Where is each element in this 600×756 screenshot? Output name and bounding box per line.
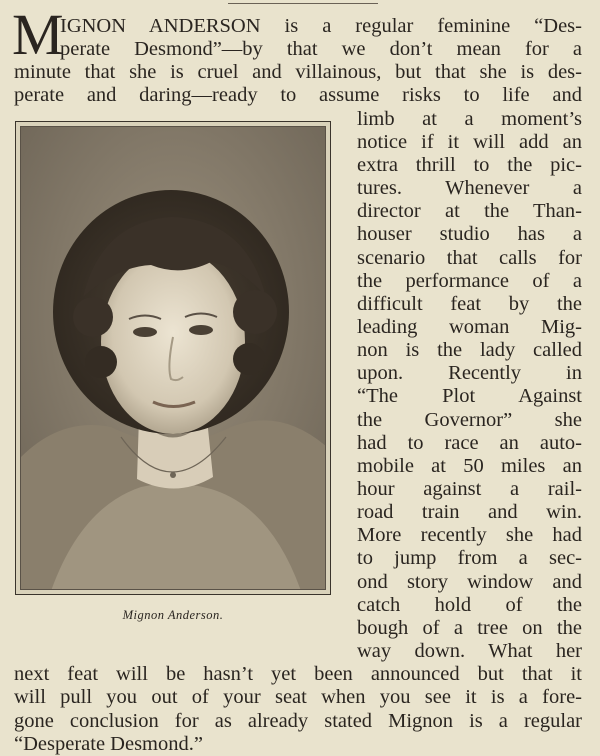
text-line: next feat will be hasn’t yet been announced but that it xyxy=(14,663,582,686)
text-line: catch hold of the xyxy=(357,593,582,616)
photo-caption: Mignon Anderson. xyxy=(122,608,224,622)
text-line: tures. Whenever a xyxy=(357,177,582,200)
text-line: minute that she is cruel and villainous, but that she is des- xyxy=(14,61,582,84)
text-line: hour against a rail- xyxy=(357,478,582,500)
text-line: perate Desmond”—by that we don’t mean for a xyxy=(60,38,582,61)
portrait-illustration xyxy=(21,127,326,590)
text-line: upon. Recently in xyxy=(357,362,582,385)
text-line: mobile at 50 miles an xyxy=(357,454,582,477)
text-line: houser studio has a xyxy=(357,223,582,246)
text-line: gone conclusion for as already stated Mignon is a regular xyxy=(14,709,582,732)
text-line: limb at a moment’s xyxy=(357,107,582,130)
text-line: leading woman Mig- xyxy=(357,315,582,338)
text-line: perate and daring—ready to assume risks to life and xyxy=(14,84,582,107)
text-line: to jump from a sec- xyxy=(357,547,582,570)
text-line: non is the lady called xyxy=(357,339,582,362)
text-line: scenario that calls for xyxy=(357,246,582,269)
text-line: IGNON ANDERSON is a regular feminine “Des- xyxy=(60,15,582,37)
drop-cap: M xyxy=(12,2,64,67)
text-line: “The Plot Against xyxy=(357,385,582,408)
portrait-photo xyxy=(15,121,331,595)
text-line: extra thrill to the pic- xyxy=(357,153,582,176)
text-line: “Desperate Desmond.” xyxy=(14,732,203,755)
text-line: had to race an auto- xyxy=(357,431,582,454)
text-line: way down. What her xyxy=(357,640,582,663)
text-line: will pull you out of your seat when you see it is a fore- xyxy=(14,686,582,709)
text-line: the performance of a xyxy=(357,269,582,292)
text-line: More recently she had xyxy=(357,524,582,547)
text-line: bough of a tree on the xyxy=(357,616,582,639)
top-rule xyxy=(228,3,378,4)
text-line: road train and win. xyxy=(357,501,582,524)
text-line: the Governor” she xyxy=(357,408,582,431)
text-line: ond story window and xyxy=(357,570,582,593)
portrait-image xyxy=(20,126,326,590)
text-line: notice if it will add an xyxy=(357,130,582,153)
text-line: director at the Than- xyxy=(357,200,582,223)
text-line: difficult feat by the xyxy=(357,292,582,315)
